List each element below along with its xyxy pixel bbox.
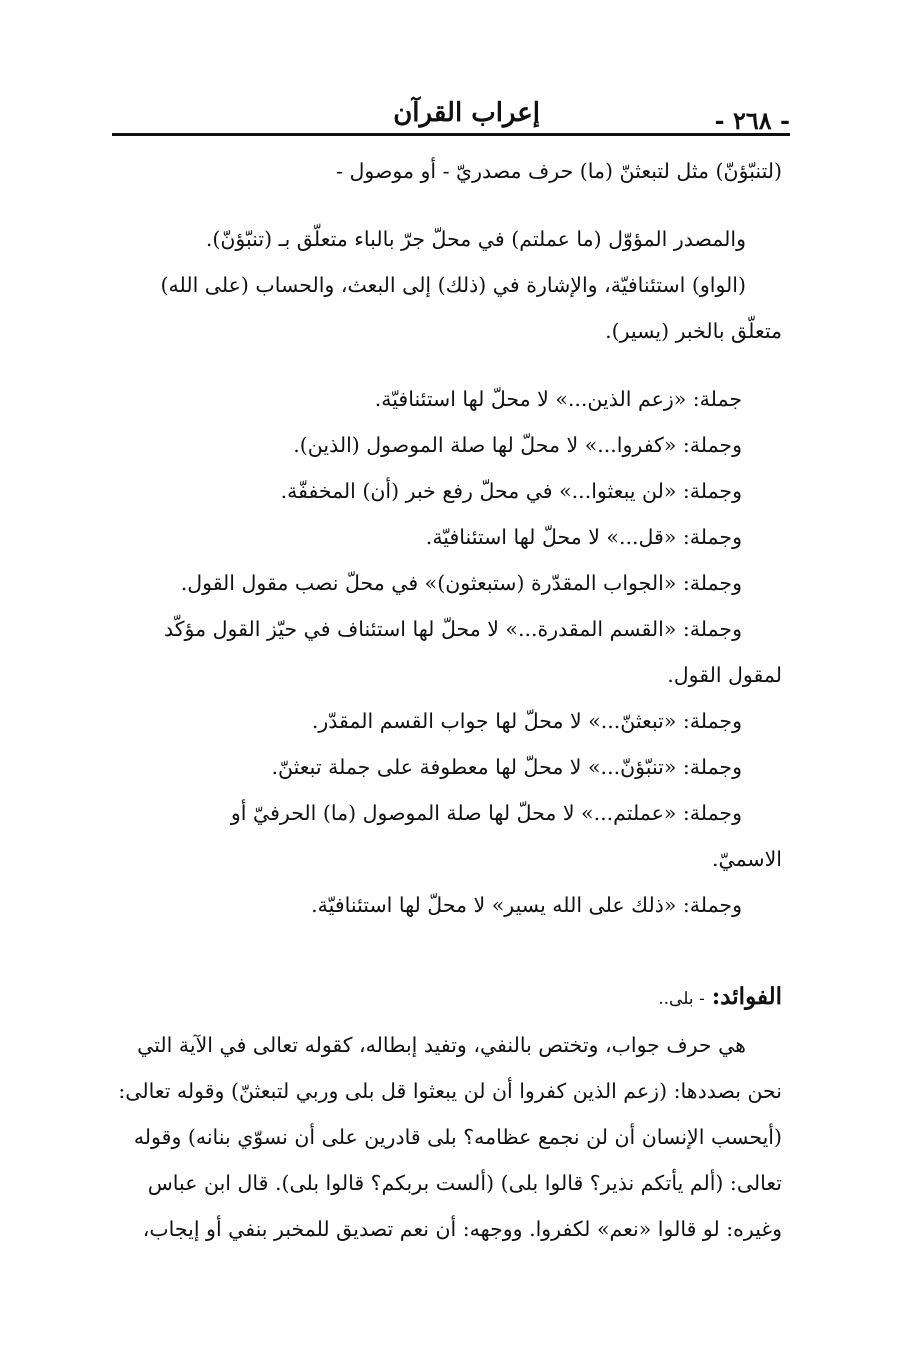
page-body xyxy=(112,148,782,1252)
benefits-heading: الفوائد: xyxy=(711,983,782,1010)
intro-line: (الواو) استئنافيّة، والإشارة في (ذلك) إلى البعث، والحساب (على الله) xyxy=(160,273,746,297)
benefits-line: نحن بصددها: (زعم الذين كفروا أن لن يبعثوا قل بلى وربي لتبعثنّ) وقوله تعالى: xyxy=(118,1079,782,1103)
benefits-line: هي حرف جواب، وتختص بالنفي، وتفيد إبطاله، كقوله تعالى في الآية التي xyxy=(137,1033,746,1057)
benefits-heading-line xyxy=(112,974,782,1022)
sentence-analysis: وجملة: «قل...» لا محلّ لها استئنافيّة. xyxy=(425,525,742,549)
sentence-analysis: وجملة: «كفروا...» لا محلّ لها صلة الموصول (الذين). xyxy=(293,433,742,457)
benefits-line: (أيحسب الإنسان أن لن نجمع عظامه؟ بلى قادرين على أن نسوّي بنانه) وقوله xyxy=(133,1125,782,1149)
sentence-analysis: جملة: «زعم الذين...» لا محلّ لها استئنافيّة. xyxy=(374,387,742,411)
sentence-analysis: وجملة: «القسم المقدرة...» لا محلّ لها استئناف في حيّز القول مؤكّد xyxy=(164,617,742,641)
intro-line: والمصدر المؤوّل (ما عملتم) في محلّ جرّ بالباء متعلّق بـ (تنبّؤنّ). xyxy=(205,227,746,251)
sentence-continuation: الاسميّ. xyxy=(711,847,782,871)
sentence-analysis: وجملة: «ذلك على الله يسير» لا محلّ لها استئنافيّة. xyxy=(311,893,742,917)
sentence-analysis: وجملة: «تبعثنّ...» لا محلّ لها جواب القسم المقدّر. xyxy=(311,709,742,733)
benefits-line: وغيره: لو قالوا «نعم» لكفروا. ووجهه: أن نعم تصديق للمخبر بنفي أو إيجاب، xyxy=(142,1217,782,1241)
benefits-heading-word: - بلى.. xyxy=(658,989,705,1009)
benefits-line: تعالى: (ألم يأتكم نذير؟ قالوا بلى) (ألست بربكم؟ قالوا بلى). قال ابن عباس xyxy=(147,1171,782,1195)
sentence-analysis: وجملة: «عملتم...» لا محلّ لها صلة الموصول (ما) الحرفيّ أو xyxy=(230,801,742,825)
intro-line: (لتنبّؤنّ) مثل لتبعثنّ (ما) حرف مصدريّ - أو موصول - xyxy=(336,159,782,183)
book-title: إعراب القرآن xyxy=(393,98,540,128)
sentence-analysis: وجملة: «تنبّؤنّ...» لا محلّ لها معطوفة على جملة تبعثنّ. xyxy=(271,755,742,779)
page-number: - ٢٦٨ - xyxy=(714,106,790,135)
intro-line: متعلّق بالخبر (يسير). xyxy=(605,319,782,343)
sentence-analysis: وجملة: «لن يبعثوا...» في محلّ رفع خبر (أن) المخففّة. xyxy=(280,479,742,503)
header-rule xyxy=(112,133,790,136)
sentence-analysis: وجملة: «الجواب المقدّرة (ستبعثون)» في محلّ نصب مقول القول. xyxy=(180,571,742,595)
page-header xyxy=(112,88,790,136)
sentence-continuation: لمقول القول. xyxy=(667,663,782,687)
